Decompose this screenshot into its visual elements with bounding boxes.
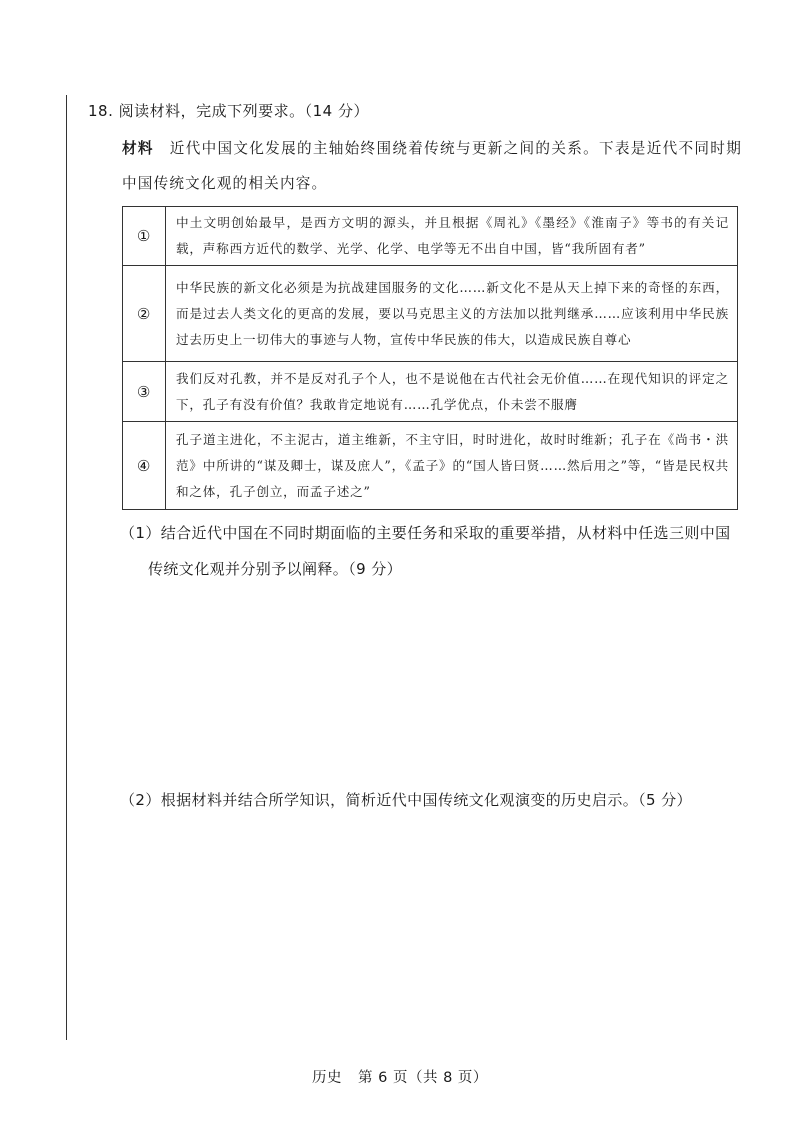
binding-margin-line <box>66 95 67 1040</box>
cultural-views-table <box>122 206 738 510</box>
table-row <box>123 362 738 422</box>
material-label: 材料 <box>122 140 154 157</box>
answer-area-2[interactable] <box>120 825 740 1035</box>
row-number: ① <box>123 207 166 266</box>
page-footer <box>0 1066 800 1087</box>
sub-question-2: （2）根据材料并结合所学知识，简析近代中国传统文化观演变的历史启示。（5 分） <box>120 791 692 809</box>
question-title: 18. 阅读材料，完成下列要求。（14 分） <box>88 102 369 120</box>
sub-question-1 <box>120 515 740 587</box>
row-number: ③ <box>123 362 166 422</box>
material-text: 近代中国文化发展的主轴始终围绕着传统与更新之间的关系。下表是近代不同时期中国传统文化观的相关内容。 <box>122 140 742 192</box>
footer-subject: 历史 <box>312 1070 343 1086</box>
table-row <box>123 422 738 510</box>
table-row <box>123 207 738 266</box>
row-text: 中华民族的新文化必须是为抗战建国服务的文化……新文化不是从天上掉下来的奇怪的东西，而是过去人类文化的更高的发展，要以马克思主义的方法加以批判继承……应该利用中华民族过去历史上一切伟大的事迹与人物，宣传中华民族的伟大，以造成民族自尊心 <box>166 266 738 362</box>
material-paragraph <box>122 131 742 201</box>
row-number: ② <box>123 266 166 362</box>
sub-question-1-line-2: 传统文化观并分别予以阐释。（9 分） <box>148 560 403 578</box>
table-row <box>123 266 738 362</box>
sub-question-1-line-1: （1）结合近代中国在不同时期面临的主要任务和采取的重要举措，从材料中任选三则中国 <box>120 524 731 542</box>
row-number: ④ <box>123 422 166 510</box>
answer-area-1[interactable] <box>120 590 740 770</box>
row-text: 我们反对孔教，并不是反对孔子个人，也不是说他在古代社会无价值……在现代知识的评定之下，孔子有没有价值？我敢肯定地说有……孔学优点，仆未尝不服膺 <box>166 362 738 422</box>
row-text: 中土文明创始最早，是西方文明的源头，并且根据《周礼》《墨经》《淮南子》等书的有关记载，声称西方近代的数学、光学、化学、电学等无不出自中国，皆“我所固有者” <box>166 207 738 266</box>
row-text: 孔子道主进化，不主泥古，道主维新，不主守旧，时时进化，故时时维新；孔子在《尚书・洪范》中所讲的“谋及卿士，谋及庶人”，《孟子》的“国人皆曰贤……然后用之”等，“皆是民权共和之体，孔子创立，而孟子述之” <box>166 422 738 510</box>
footer-page-number: 第 6 页（共 8 页） <box>358 1070 488 1086</box>
